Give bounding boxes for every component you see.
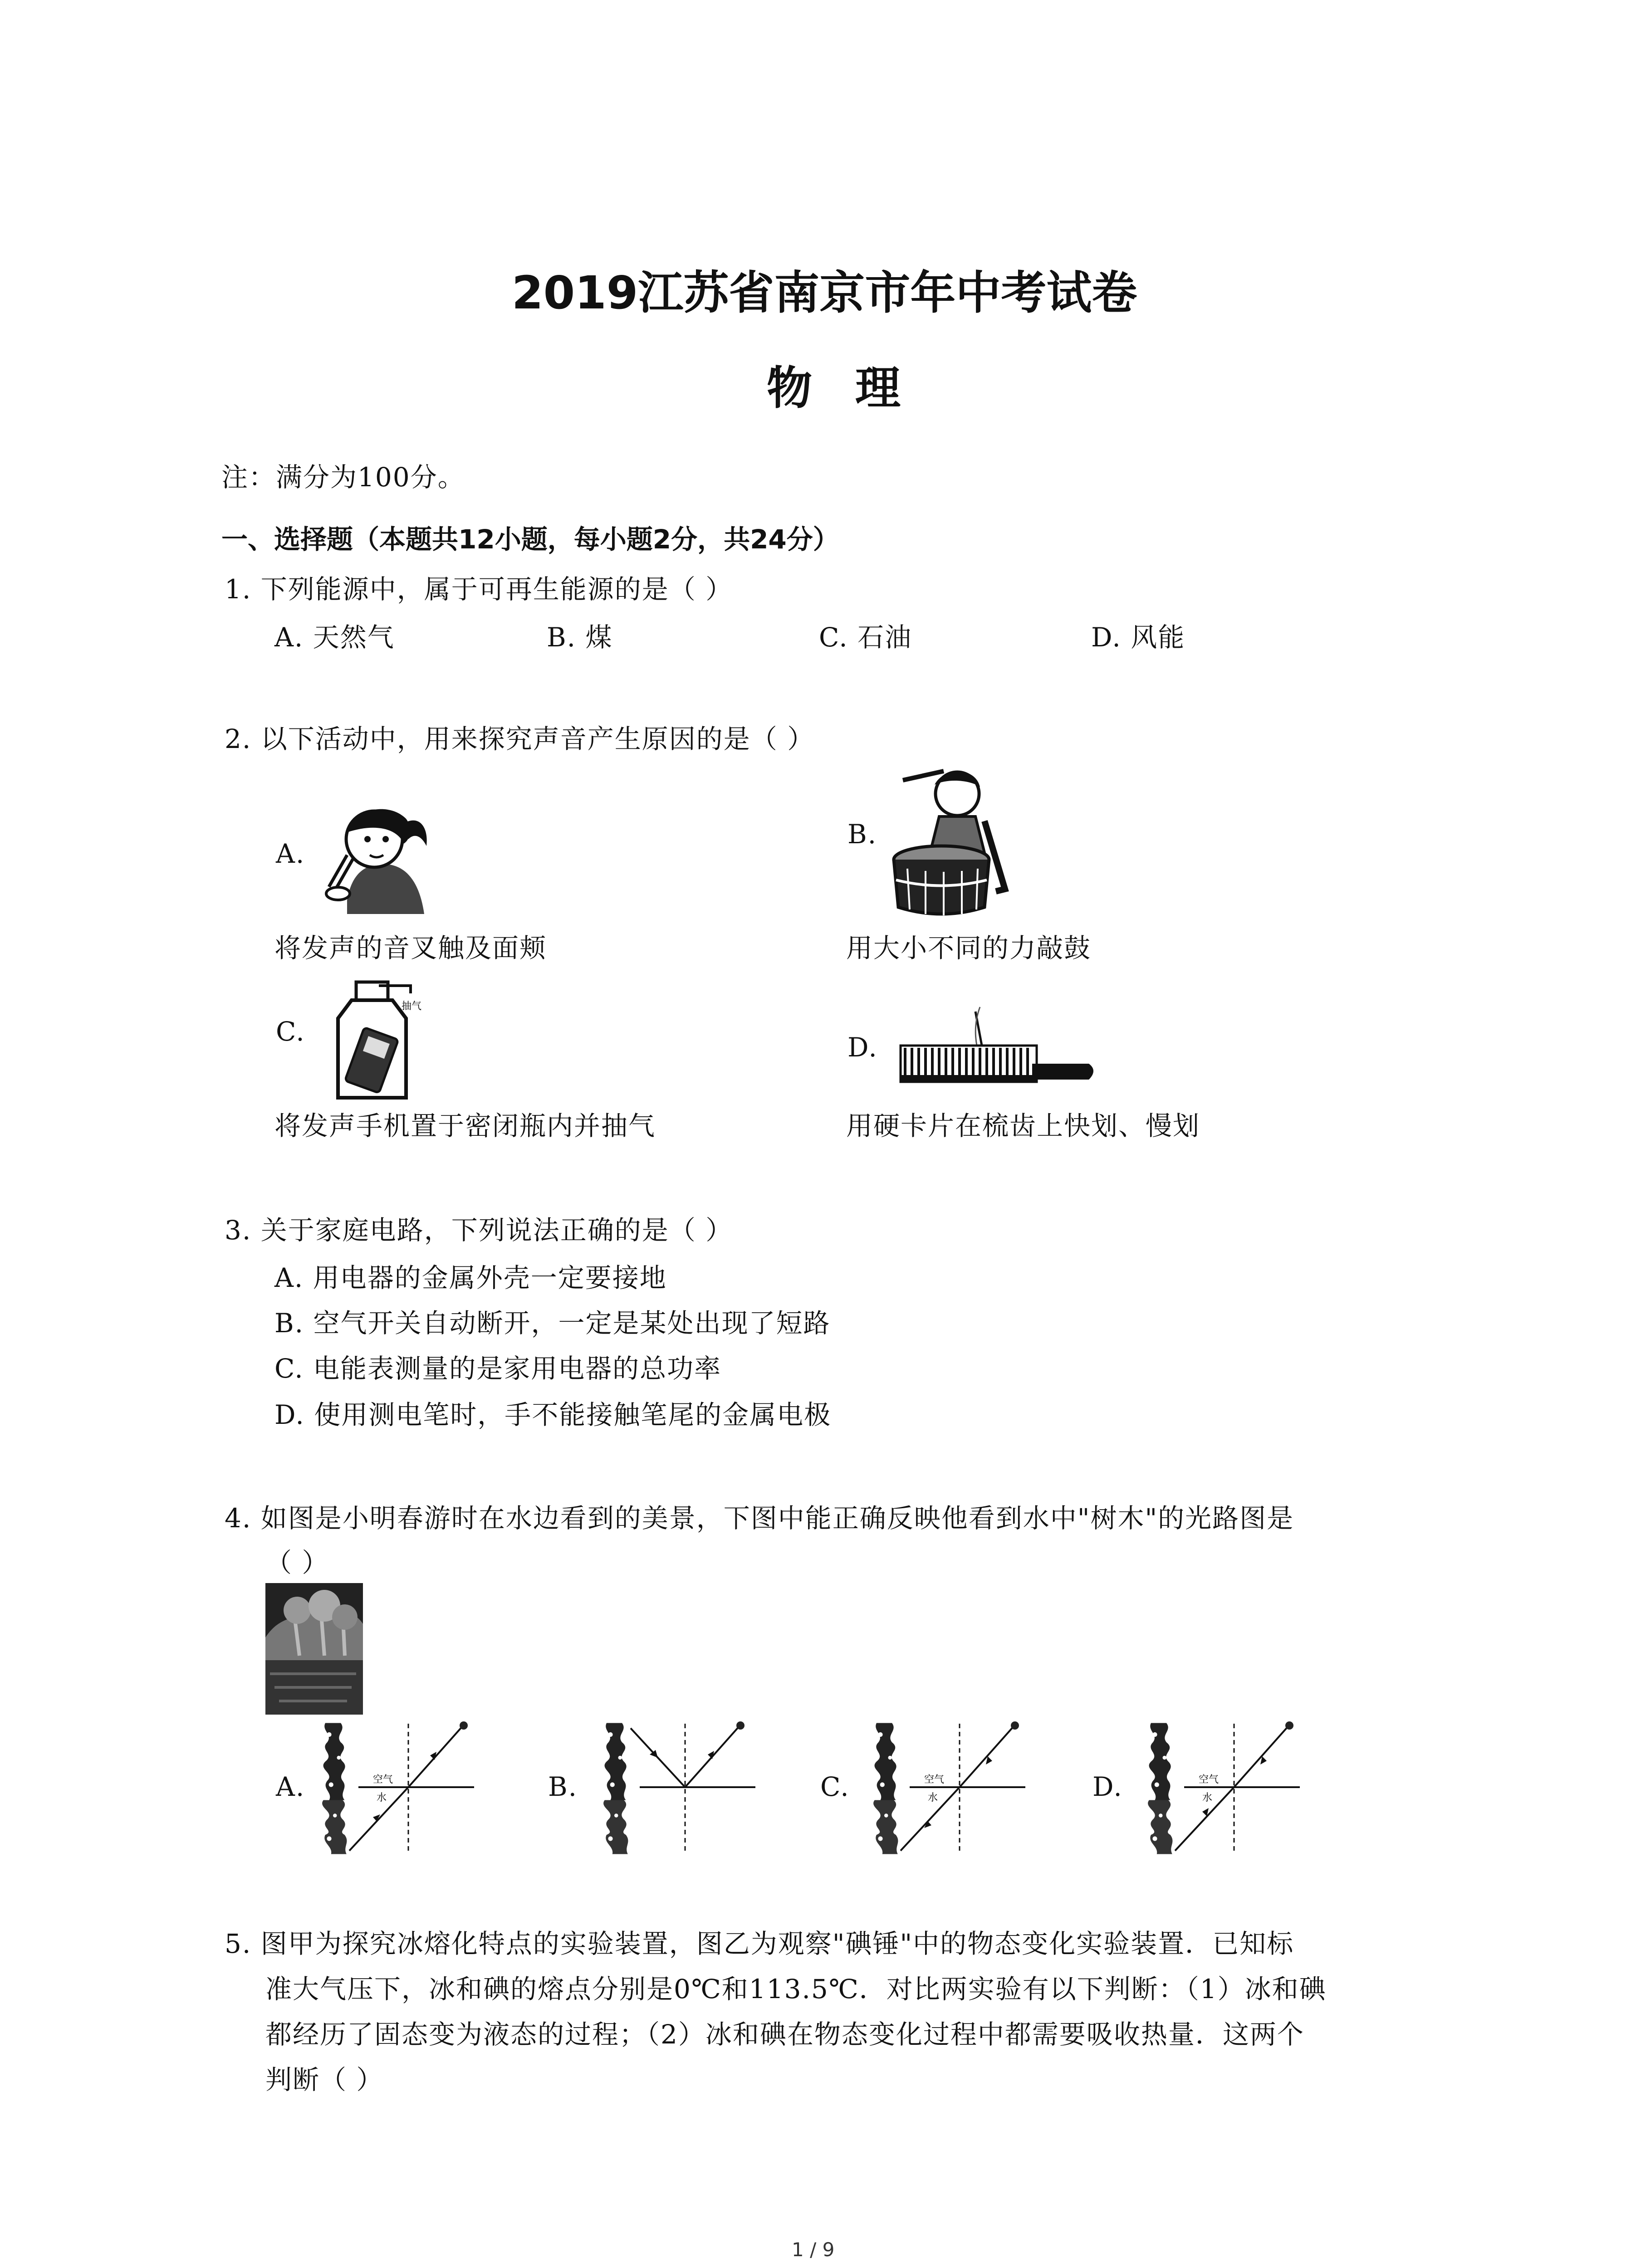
- scenery-photo-icon: [265, 1583, 363, 1715]
- question-2-caption-c: 将发声手机置于密闭瓶内并抽气: [274, 1110, 656, 1141]
- question-1-option-b: B. 煤: [547, 622, 613, 653]
- question-5-line-3: 都经历了固态变为液态的过程；（2）冰和碘在物态变化过程中都需要吸收热量．这两个: [265, 2019, 1304, 2050]
- question-3-option-b: B. 空气开关自动断开，一定是某处出现了短路: [274, 1308, 831, 1339]
- question-4-stem-line-1: 4. 如图是小明春游时在水边看到的美景，下图中能正确反映他看到水中"树木"的光路图是: [225, 1503, 1294, 1534]
- question-2-caption-a: 将发声的音叉触及面颊: [274, 933, 547, 963]
- question-4-stem-line-2: （ ）: [265, 1547, 329, 1578]
- question-2-stem: 2. 以下活动中，用来探究声音产生原因的是（ ）: [225, 723, 815, 754]
- phone-in-jar-icon: [333, 978, 429, 1102]
- svg-text:抽气: 抽气: [402, 1001, 422, 1012]
- tuning-fork-face-icon: [320, 796, 431, 919]
- ray-diagram-a: [318, 1719, 476, 1855]
- drum-icon: [889, 762, 1012, 919]
- water-label-c: 水: [928, 1792, 938, 1804]
- question-3-option-c: C. 电能表测量的是家用电器的总功率: [274, 1353, 722, 1384]
- question-2-letter-c: C.: [276, 1016, 305, 1047]
- air-label-d: 空气: [1199, 1774, 1219, 1785]
- question-2-caption-d: 用硬卡片在梳齿上快划、慢划: [846, 1110, 1200, 1141]
- question-5-line-1: 5. 图甲为探究冰熔化特点的实验装置，图乙为观察"碘锤"中的物态变化实验装置．已知标: [225, 1928, 1294, 1959]
- question-4-letter-a: A.: [276, 1771, 305, 1802]
- score-note: 注：满分为100分。: [221, 462, 465, 493]
- question-1-option-c: C. 石油: [819, 622, 912, 653]
- air-label: 空气: [373, 1774, 393, 1785]
- question-5-line-2: 准大气压下，冰和碘的熔点分别是0℃和113.5℃．对比两实验有以下判断：（1）冰和碘: [265, 1974, 1327, 2004]
- water-label: 水: [377, 1792, 387, 1804]
- air-label-c: 空气: [924, 1774, 945, 1785]
- document-title: 2019江苏省南京市年中考试卷: [512, 266, 1137, 319]
- subject-title: 物 理: [767, 362, 901, 415]
- question-1-option-d: D. 风能: [1091, 622, 1185, 653]
- ray-diagram-b: [599, 1719, 758, 1855]
- page-number: 1 / 9: [792, 2239, 835, 2261]
- question-4-letter-c: C.: [820, 1771, 850, 1802]
- ray-diagram-c: [869, 1719, 1028, 1855]
- question-2-letter-d: D.: [847, 1032, 878, 1063]
- ray-diagram-d: [1143, 1719, 1302, 1855]
- comb-card-icon: [896, 1002, 1100, 1089]
- question-3-option-a: A. 用电器的金属外壳一定要接地: [274, 1262, 667, 1293]
- question-1-option-a: A. 天然气: [274, 622, 395, 653]
- water-label-d: 水: [1202, 1792, 1213, 1804]
- question-3-option-d: D. 使用测电笔时，手不能接触笔尾的金属电极: [274, 1399, 832, 1430]
- question-2-letter-a: A.: [276, 838, 305, 869]
- question-3-stem: 3. 关于家庭电路，下列说法正确的是（ ）: [225, 1215, 733, 1246]
- question-4-letter-d: D.: [1092, 1771, 1123, 1802]
- question-4-letter-b: B.: [548, 1771, 578, 1802]
- question-2-caption-b: 用大小不同的力敲鼓: [846, 933, 1092, 963]
- question-2-letter-b: B.: [847, 819, 877, 850]
- question-5-line-4: 判断（ ）: [265, 2064, 384, 2095]
- section-heading: 一、选择题（本题共12小题，每小题2分，共24分）: [221, 524, 839, 555]
- question-1-stem: 1. 下列能源中，属于可再生能源的是（ ）: [225, 574, 733, 605]
